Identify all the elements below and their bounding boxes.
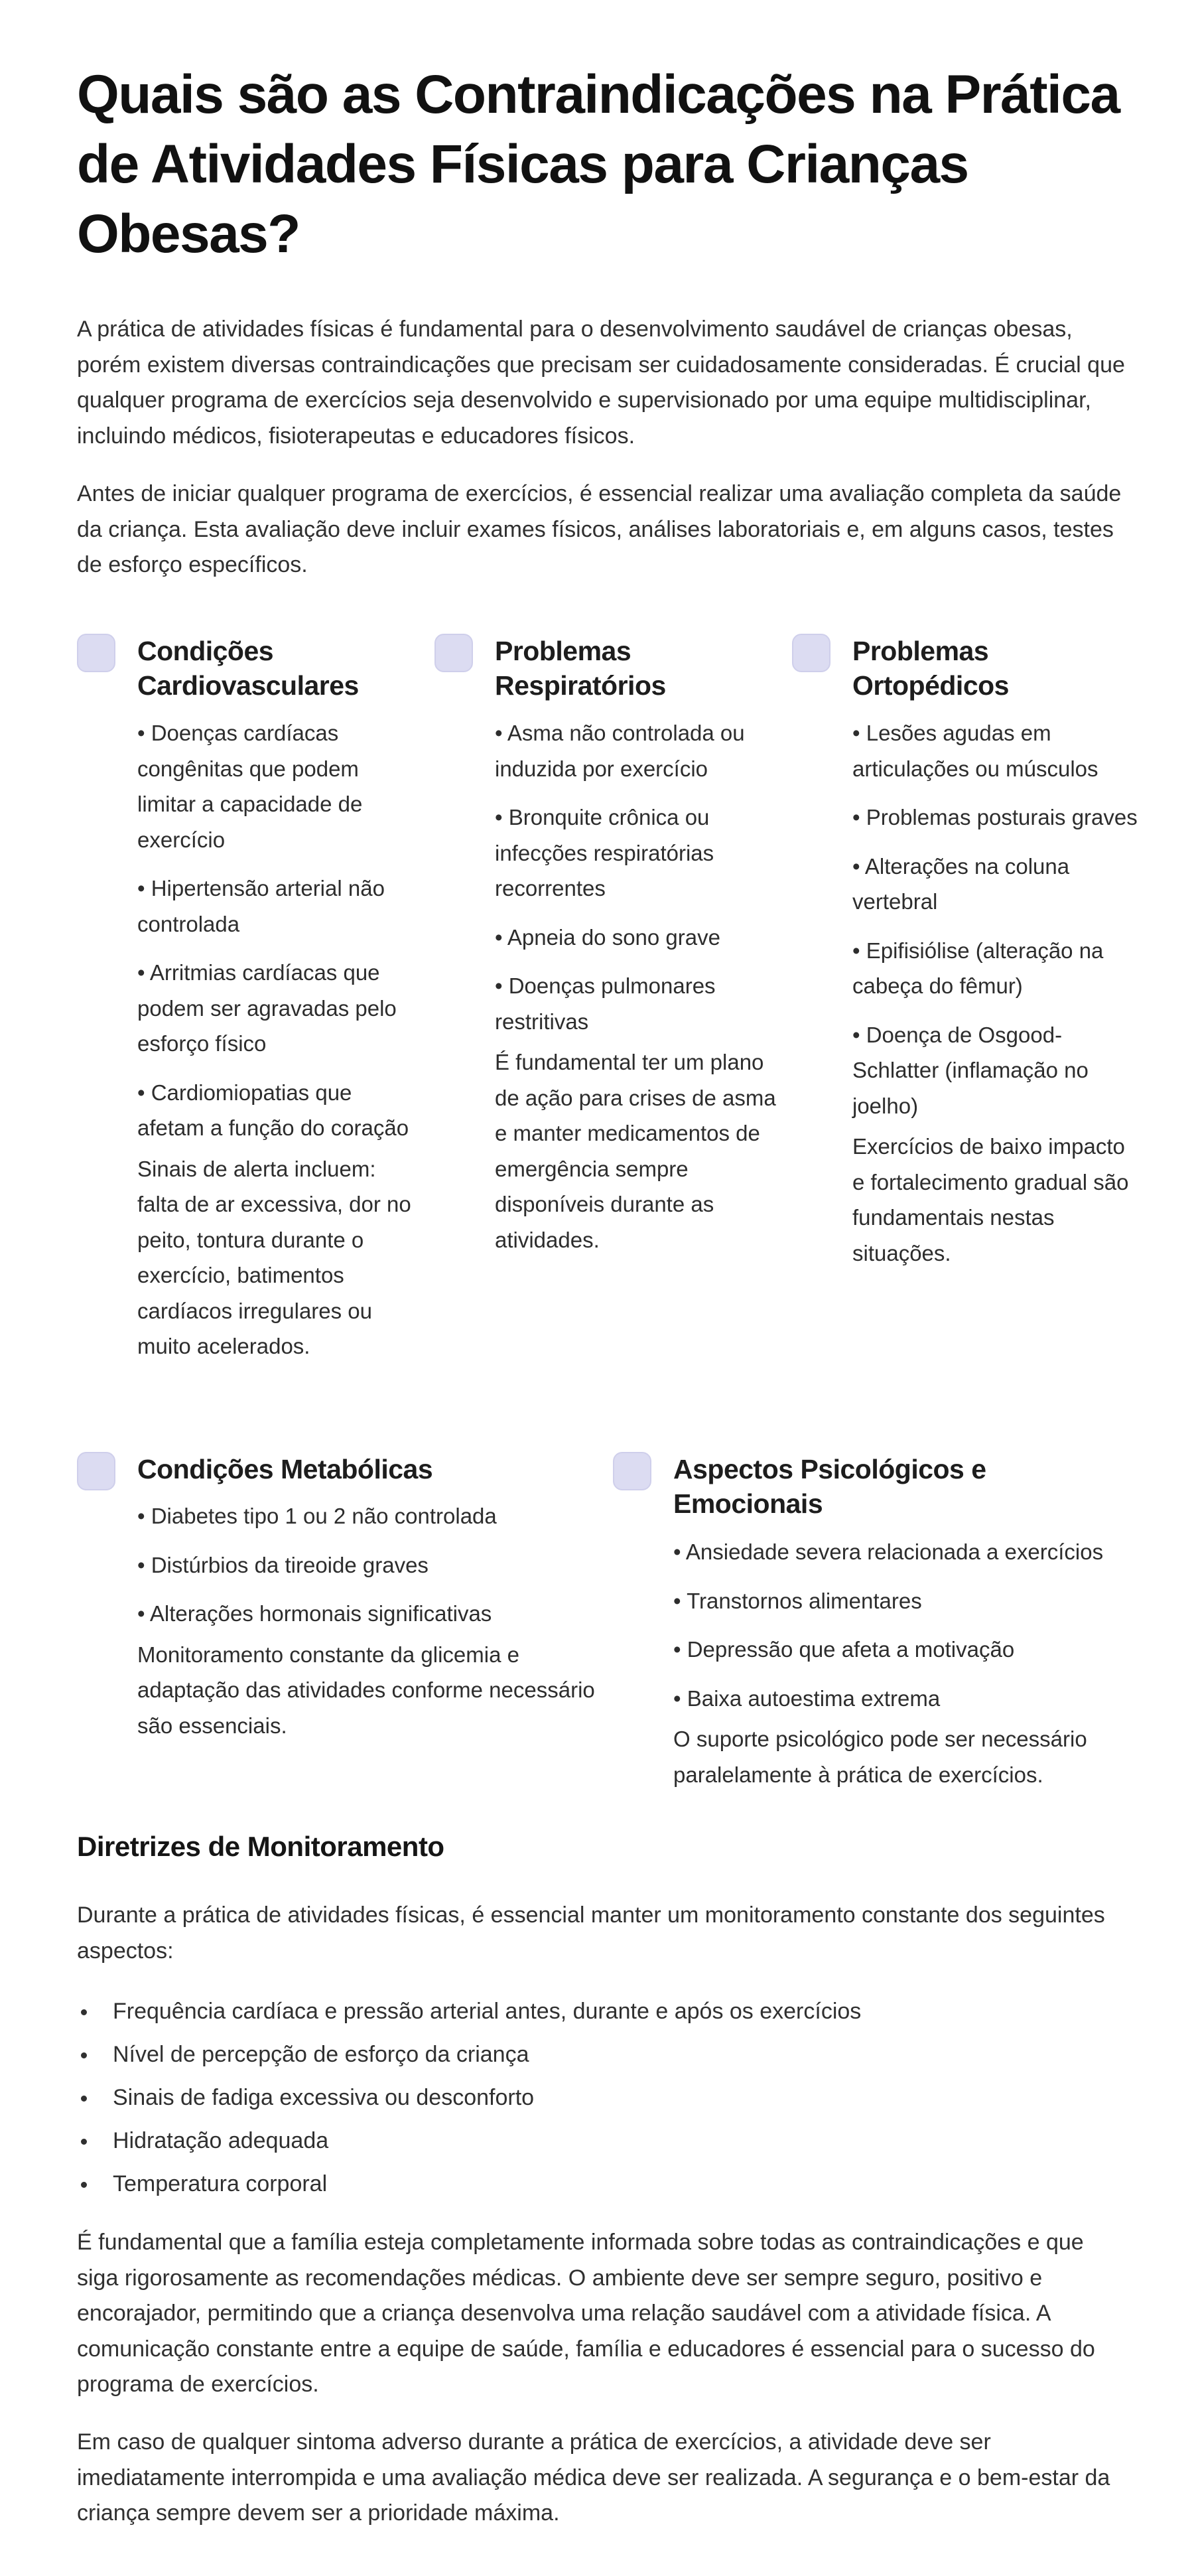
card-item: • Alterações hormonais significativas [137, 1601, 492, 1626]
list-item: Hidratação adequada [77, 2119, 1112, 2163]
card-metabolic-title: Condições Metabólicas [137, 1454, 433, 1484]
list-item: Frequência cardíaca e pressão arterial antes, durante e após os exercícios [77, 1990, 1112, 2033]
intro-paragraph-1: A prática de atividades físicas é fundamental para o desenvolvimento saudável de crianças obesas, porém existem diversas contraindicações que precisam ser cuidadosamente consideradas. É crucial que qualquer programa de exercícios seja desenvolvido e supervisionado por uma equipe multidisciplinar, incluindo médicos, fisioterapeutas e educadores físicos. [77, 317, 1125, 449]
card-psychological-body [673, 1534, 1138, 1792]
card-item: • Arritmias cardíacas que podem ser agravadas pelo esforço físico [137, 960, 397, 1056]
page-title: Quais são as Contraindicações na Prática de Atividades Físicas para Crianças Obesas? [77, 64, 1120, 264]
card-item: • Problemas posturais graves [852, 805, 1138, 829]
cardiovascular-icon [77, 634, 115, 672]
closing-paragraph-2: Em caso de qualquer sintoma adverso durante a prática de exercícios, a atividade deve ser imediatamente interrompida e uma avaliação médica deve ser realizada. A segurança e o bem-estar da criança sempre devem ser a prioridade máxima. [77, 2429, 1110, 2526]
card-note: Sinais de alerta incluem: falta de ar excessiva, dor no peito, tontura durante o exercício, batimentos cardíacos irregulares ou muito acelerados. [137, 1156, 411, 1358]
card-item: • Epifisiólise (alteração na cabeça do fêmur) [852, 938, 1104, 998]
monitoring-list [77, 1990, 1112, 2206]
list-item: Nível de percepção de esforço da criança [77, 2033, 1112, 2076]
card-cardiovascular-title: Condições Cardiovasculares [137, 636, 359, 701]
card-note: Exercícios de baixo impacto e fortalecimento gradual são fundamentais nestas situações. [852, 1134, 1129, 1265]
card-item: • Depressão que afeta a motivação [673, 1637, 1015, 1662]
closing-paragraph-1: É fundamental que a família esteja completamente informada sobre todas as contraindicações e que siga rigorosamente as recomendações médicas. O ambiente deve ser sempre seguro, positivo e encorajador, permitindo que a criança desenvolva uma relação saudável com a atividade física. A comunicação constante entre a equipe de saúde, família e educadores é essencial para o sucesso do programa de exercícios. [77, 2230, 1095, 2397]
card-item: • Apneia do sono grave [495, 924, 720, 950]
card-respiratory-title: Problemas Respiratórios [495, 636, 666, 701]
card-note: Monitoramento constante da glicemia e adaptação das atividades conforme necessário são essenciais. [137, 1642, 595, 1738]
card-item: • Diabetes tipo 1 ou 2 não controlada [137, 1504, 497, 1528]
card-item: • Transtornos alimentares [673, 1588, 922, 1613]
card-item: • Doença de Osgood-Schlatter (inflamação no joelho) [852, 1022, 1089, 1118]
card-cardiovascular-body [137, 715, 423, 1364]
intro-paragraph-2: Antes de iniciar qualquer programa de exercícios, é essencial realizar uma avaliação completa da saúde da criança. Esta avaliação deve incluir exames físicos, análises laboratoriais e, em alguns casos, testes de esforço específicos. [77, 481, 1122, 577]
orthopedic-icon [792, 634, 830, 672]
list-item: Sinais de fadiga excessiva ou desconforto [77, 2076, 1112, 2119]
card-item: • Cardiomiopatias que afetam a função do coração [137, 1080, 409, 1140]
list-item: Temperatura corporal [77, 2163, 1112, 2206]
card-orthopedic-title: Problemas Ortopédicos [852, 636, 1009, 701]
card-item: • Baixa autoestima extrema [673, 1685, 941, 1711]
psychological-icon [613, 1452, 651, 1490]
monitoring-intro: Durante a prática de atividades físicas, é essencial manter um monitoramento constante dos seguintes aspectos: [77, 1902, 1105, 1964]
card-item: • Hipertensão arterial não controlada [137, 876, 385, 936]
metabolic-icon [77, 1452, 115, 1490]
card-psychological-title: Aspectos Psicológicos e Emocionais [673, 1454, 986, 1519]
card-item: • Alterações na coluna vertebral [852, 853, 1070, 914]
card-item: • Distúrbios da tireoide graves [137, 1552, 429, 1577]
card-item: • Ansiedade severa relacionada a exercícios [673, 1539, 1104, 1564]
card-metabolic-body [137, 1498, 602, 1743]
card-item: • Doenças pulmonares restritivas [495, 973, 716, 1034]
respiratory-icon [434, 634, 473, 672]
card-item: • Doenças cardíacas congênitas que podem limitar a capacidade de exercício [137, 721, 363, 852]
card-note: O suporte psicológico pode ser necessário paralelamente à prática de exercícios. [673, 1727, 1087, 1787]
card-item: • Asma não controlada ou induzida por exercício [495, 721, 745, 781]
card-note: É fundamental ter um plano de ação para crises de asma e manter medicamentos de emergência sempre disponíveis durante as atividades. [495, 1050, 776, 1252]
card-respiratory-body [495, 715, 780, 1257]
card-orthopedic-body [852, 715, 1138, 1271]
monitoring-heading: Diretrizes de Monitoramento [77, 1831, 444, 1862]
card-item: • Lesões agudas em articulações ou músculos [852, 721, 1098, 781]
card-item: • Bronquite crônica ou infecções respiratórias recorrentes [495, 805, 714, 900]
